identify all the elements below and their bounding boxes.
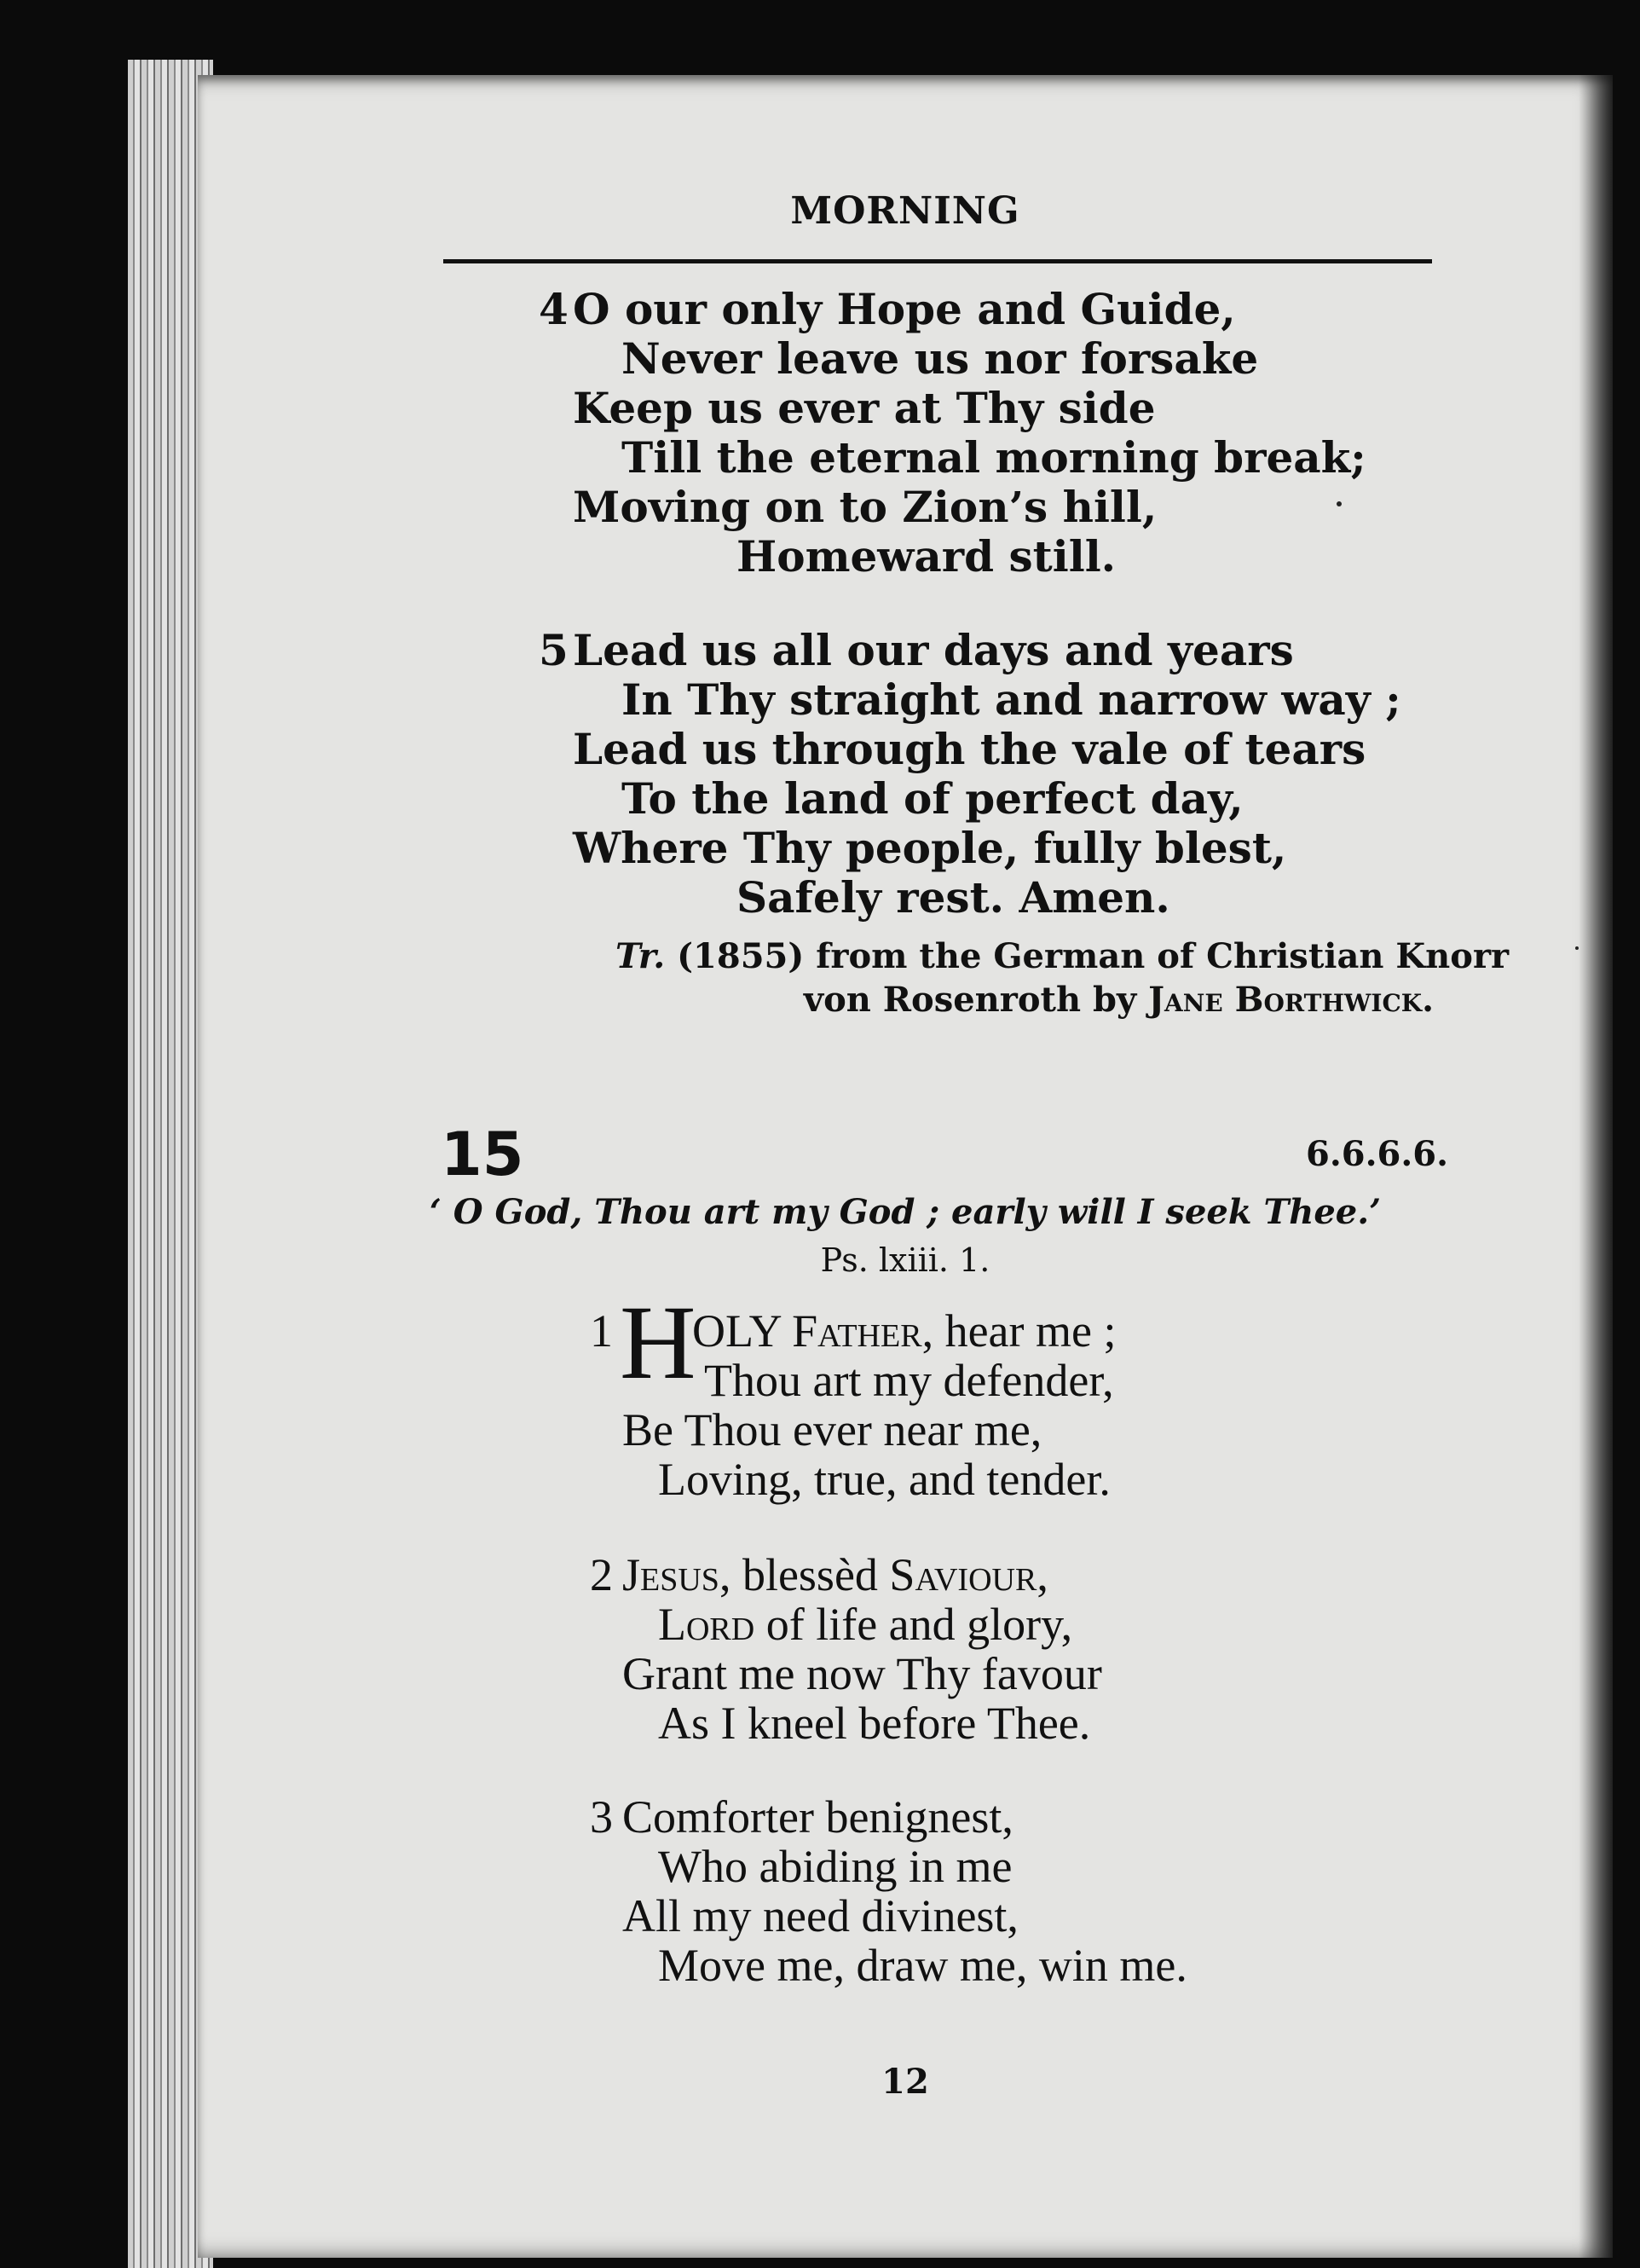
- ink-speck: [1337, 501, 1342, 506]
- smallcaps-word: Father: [792, 1305, 922, 1357]
- verse-first-line: [622, 1548, 1048, 1601]
- smallcaps-word: Jesus: [622, 1549, 719, 1600]
- line-text: , blessèd: [719, 1549, 890, 1600]
- verse-line: Lead us all our days and years: [573, 625, 1294, 675]
- smallcaps-word: Saviour: [889, 1549, 1037, 1600]
- verse-number: 5: [539, 625, 569, 675]
- verse-line: Who abiding in me: [658, 1841, 1013, 1892]
- verse-line: Thou art my defender,: [704, 1355, 1114, 1406]
- drop-cap: H: [620, 1284, 696, 1401]
- verse-line: Never leave us nor forsake: [621, 333, 1259, 384]
- verse-line: Be Thou ever near me,: [622, 1404, 1042, 1455]
- verse-line: Lead us through the vale of tears: [573, 724, 1366, 774]
- verse-line: All my need divinest,: [622, 1890, 1019, 1941]
- verse-first-line: [692, 1305, 1116, 1357]
- verse-line: Where Thy people, fully blest,: [573, 823, 1287, 873]
- verse-second-line: [658, 1598, 1072, 1651]
- header-rule: [443, 259, 1432, 263]
- credit-tr: Tr.: [615, 936, 666, 976]
- verse-line: To the land of perfect day,: [621, 773, 1244, 824]
- line-text: , hear me ;: [921, 1305, 1117, 1357]
- verse-line: Moving on to Zion’s hill,: [573, 482, 1158, 532]
- verse-number: 2: [590, 1549, 613, 1600]
- verse-line: Till the eternal morning break;: [621, 432, 1366, 483]
- verse-line: Grant me now Thy favour: [622, 1648, 1102, 1699]
- hymn-number: 15: [441, 1120, 524, 1189]
- credit-line2: von Rosenroth by: [803, 980, 1149, 1020]
- verse-line: As I kneel before Thee.: [658, 1698, 1091, 1749]
- line-text: OLY: [692, 1305, 793, 1357]
- verse-number: 1: [590, 1305, 613, 1357]
- verse-line: Safely rest. Amen.: [736, 872, 1170, 923]
- verse-line: Homeward still.: [736, 531, 1117, 581]
- verse-line: Keep us ever at Thy side: [573, 383, 1156, 433]
- ink-speck: [1575, 946, 1579, 950]
- running-header: MORNING: [790, 189, 1020, 233]
- line-text: of life and glory,: [754, 1599, 1073, 1650]
- verse-number: 3: [590, 1791, 613, 1843]
- verse-line: Comforter benignest,: [622, 1791, 1013, 1843]
- scripture-reference: Ps. lxiii. 1.: [820, 1241, 990, 1279]
- translation-credit: [615, 936, 1510, 1020]
- verse-line: Move me, draw me, win me.: [658, 1940, 1187, 1991]
- verse-line: In Thy straight and narrow way ;: [621, 674, 1401, 725]
- hymn-meter: 6.6.6.6.: [1306, 1134, 1449, 1174]
- verse-line: Loving, true, and tender.: [658, 1454, 1111, 1505]
- page-gutter-shadow: [1579, 75, 1613, 2258]
- credit-author: Jane Borthwick.: [1148, 980, 1434, 1020]
- book-page: [198, 75, 1613, 2258]
- verse-number: 4: [539, 284, 569, 334]
- smallcaps-word: Lord: [658, 1599, 755, 1650]
- credit-line1: (1855) from the German of Christian Knorr: [665, 936, 1510, 976]
- hymn-epigraph: ‘ O God, Thou art my God ; early will I seek Thee.’: [429, 1192, 1382, 1232]
- line-text: ,: [1037, 1549, 1048, 1600]
- verse-line: O our only Hope and Guide,: [573, 284, 1236, 334]
- page-number: 12: [881, 2062, 929, 2102]
